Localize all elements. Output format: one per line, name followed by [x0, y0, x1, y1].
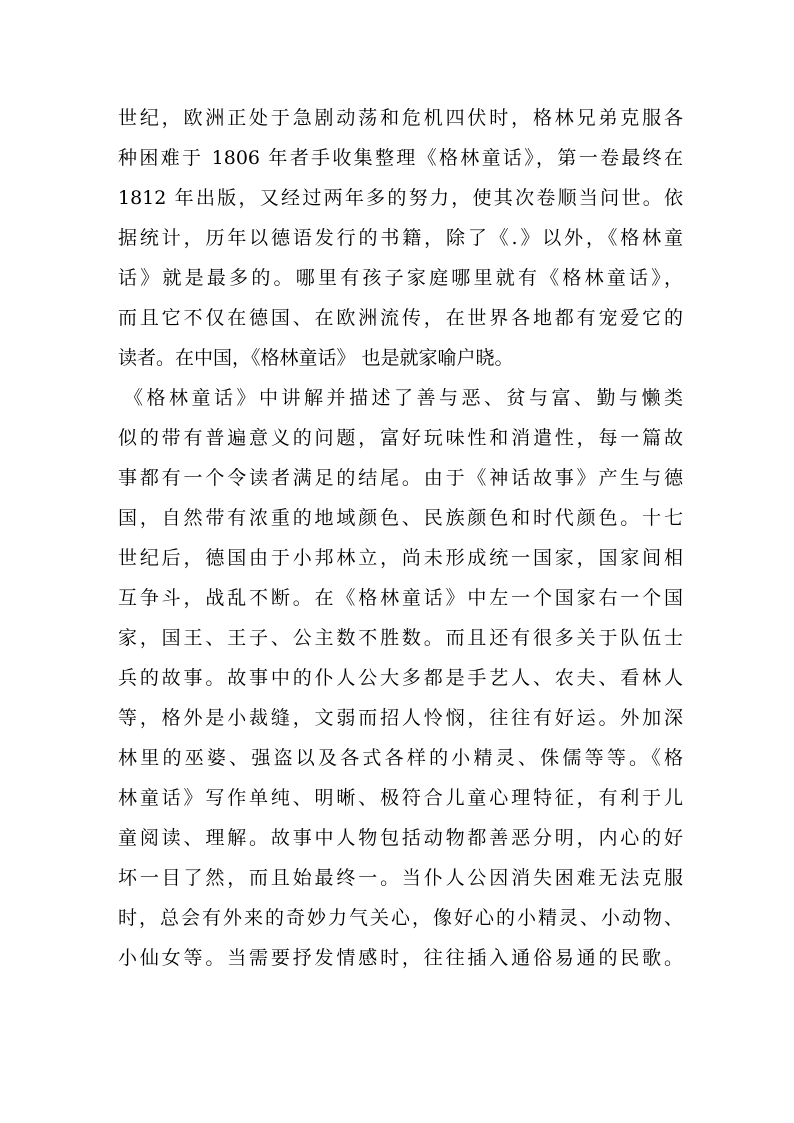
text-line: 话》就是最多的。哪里有孩子家庭哪里就有《格林童话》， [118, 267, 683, 289]
paragraph-1 [118, 98, 683, 378]
text-line: 世纪后，德国由于小邦林立，尚未形成统一国家，国家间相 [118, 547, 683, 569]
text-line: 种困难于 1806 年者手收集整理《格林童话》，第一卷最终在 [118, 147, 683, 169]
text-line: 事都有一个令读者满足的结尾。由于《神话故事》产生与德 [118, 467, 683, 489]
text-line: 小仙女等。当需要抒发情感时，往往插入通俗易通的民歌。 [118, 947, 683, 969]
text-line: 《格林童话》中讲解并描述了善与恶、贫与富、勤与懒类 [124, 387, 683, 409]
text-line: 家，国王、王子、公主数不胜数。而且还有很多关于队伍士 [118, 627, 683, 649]
text-line: 坏一目了然，而且始最终一。当仆人公因消失困难无法克服 [118, 867, 683, 889]
text-line: 兵的故事。故事中的仆人公大多都是手艺人、农夫、看林人 [118, 667, 683, 689]
text-line: 读者。在中国，《格林童话》 也是就家喻户晓。 [118, 347, 514, 369]
text-line: 而且它不仅在德国、在欧洲流传，在世界各地都有宠爱它的 [118, 307, 683, 329]
text-line: 据统计，历年以德语发行的书籍，除了《.》以外，《格林童 [118, 227, 683, 249]
text-line: 互争斗，战乱不断。在《格林童话》中左一个国家右一个国 [118, 587, 683, 609]
text-line: 林童话》写作单纯、明晰、极符合儿童心理特征，有利于儿 [118, 787, 683, 809]
text-line: 林里的巫婆、强盗以及各式各样的小精灵、侏儒等等。《格 [118, 747, 683, 769]
paragraph-2 [118, 378, 683, 978]
text-line: 世纪，欧洲正处于急剧动荡和危机四伏时，格林兄弟克服各 [118, 107, 683, 129]
text-line: 等，格外是小裁缝，文弱而招人怜悯，往往有好运。外加深 [118, 707, 683, 729]
document-page [118, 98, 683, 978]
text-line: 国，自然带有浓重的地域颜色、民族颜色和时代颜色。十七 [118, 507, 683, 529]
text-line: 童阅读、理解。故事中人物包括动物都善恶分明，内心的好 [118, 827, 683, 849]
text-line: 1812 年出版，又经过两年多的努力，使其次卷顺当问世。依 [118, 187, 683, 209]
text-line: 时，总会有外来的奇妙力气关心，像好心的小精灵、小动物、 [118, 907, 683, 929]
text-line: 似的带有普遍意义的问题，富好玩味性和消遣性，每一篇故 [118, 427, 683, 449]
